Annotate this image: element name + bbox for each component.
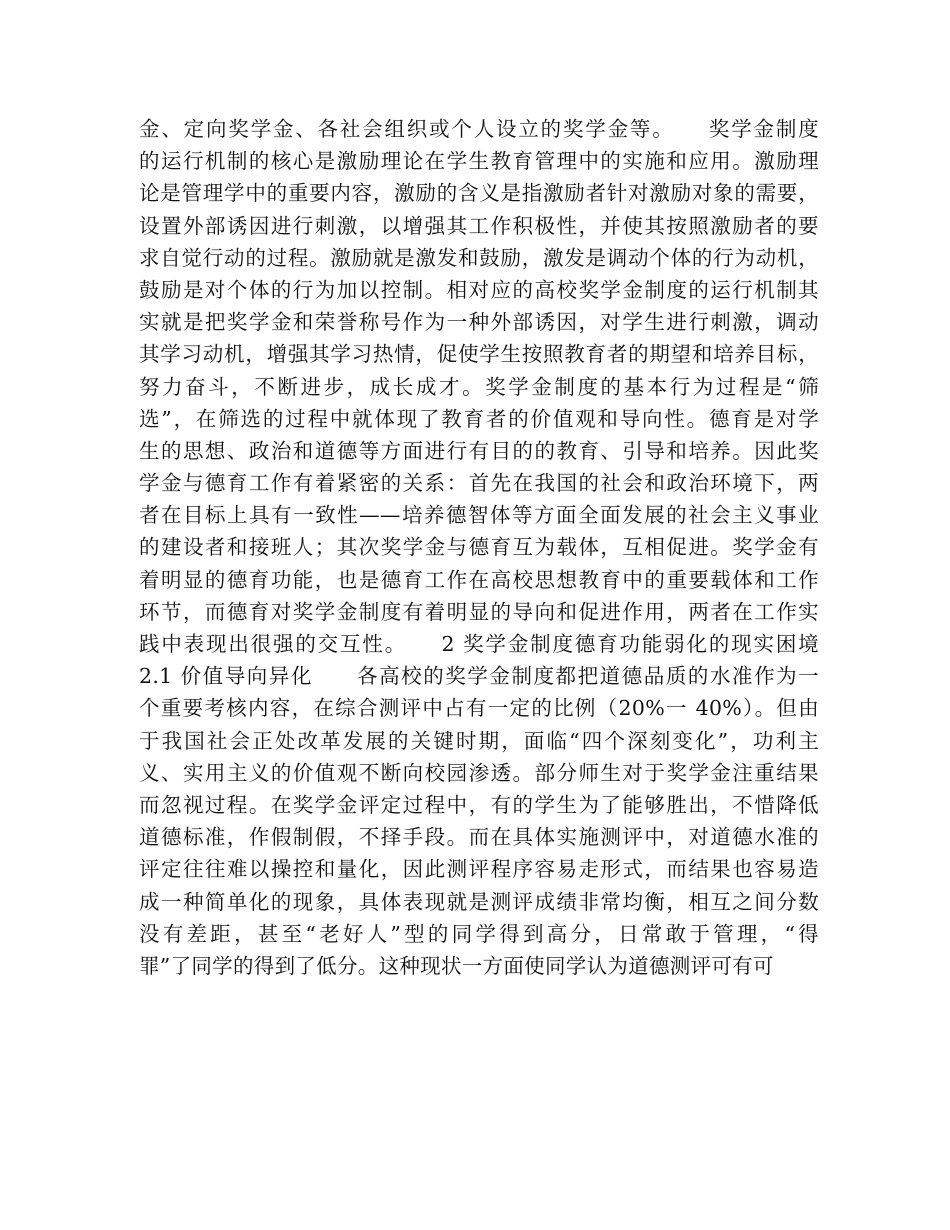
text-line: 的建设者和接班人；其次奖学金与德育互为载体，互相促进。奖学金有 [139,535,819,560]
text-line: 罪”了同学的得到了低分。这种现状一方面使同学认为道德测评可有可 [139,953,774,978]
text-line: 生的思想、政治和道德等方面进行有目的的教育、引导和培养。因此奖 [139,438,819,463]
text-line: 论是管理学中的重要内容，激励的含义是指激励者针对激励对象的需要， [139,181,819,206]
text-line: 没有差距，甚至“老好人”型的同学得到高分，日常敢于管理，“得 [139,921,819,946]
text-line: 求自觉行动的过程。激励就是激发和鼓励，激发是调动个体的行为动机， [139,245,819,270]
text-line: 而忽视过程。在奖学金评定过程中，有的学生为了能够胜出，不惜降低 [139,792,819,817]
text-line: 成一种简单化的现象，具体表现就是测评成绩非常均衡，相互之间分数 [139,889,819,914]
text-line: 其学习动机，增强其学习热情，促使学生按照教育者的期望和培养目标， [139,342,819,367]
body-text [139,113,819,982]
text-line: 于我国社会正处改革发展的关键时期，面临“四个深刻变化”，功利主 [139,728,819,753]
text-line: 金、定向奖学金、各社会组织或个人设立的奖学金等。 奖学金制度 [139,117,819,141]
text-line: 设置外部诱因进行刺激，以增强其工作积极性，并使其按照激励者的要 [139,213,819,238]
text-line: 环节，而德育对奖学金制度有着明显的导向和促进作用，两者在工作实 [139,599,819,624]
text-line: 道德标准，作假制假，不择手段。而在具体实施测评中，对道德水准的 [139,825,819,850]
text-line: 者在目标上具有一致性——培养德智体等方面全面发展的社会主义事业 [139,503,819,528]
section-heading-line: 践中表现出很强的交互性。 2 奖学金制度德育功能弱化的现实困境 [139,632,819,656]
text-line: 努力奋斗，不断进步，成长成才。奖学金制度的基本行为过程是“筛 [139,374,819,399]
text-line: 实就是把奖学金和荣誉称号作为一种外部诱因，对学生进行刺激，调动 [139,310,819,335]
text-line: 个重要考核内容，在综合测评中占有一定的比例（20%一 40%）。但由 [139,696,819,721]
text-line: 义、实用主义的价值观不断向校园渗透。部分师生对于奖学金注重结果 [139,760,819,785]
text-line: 评定往往难以操控和量化，因此测评程序容易走形式，而结果也容易造 [139,857,819,882]
text-line: 的运行机制的核心是激励理论在学生教育管理中的实施和应用。激励理 [139,149,819,174]
text-line: 着明显的德育功能，也是德育工作在高校思想教育中的重要载体和工作 [139,567,819,592]
text-line: 学金与德育工作有着紧密的关系：首先在我国的社会和政治环境下，两 [139,471,819,496]
text-line: 鼓励是对个体的行为加以控制。相对应的高校奖学金制度的运行机制其 [139,277,819,302]
subsection-heading-line: 2.1 价值导向异化 各高校的奖学金制度都把道德品质的水准作为一 [139,664,819,689]
text-line: 选”，在筛选的过程中就体现了教育者的价值观和导向性。德育是对学 [139,406,819,431]
